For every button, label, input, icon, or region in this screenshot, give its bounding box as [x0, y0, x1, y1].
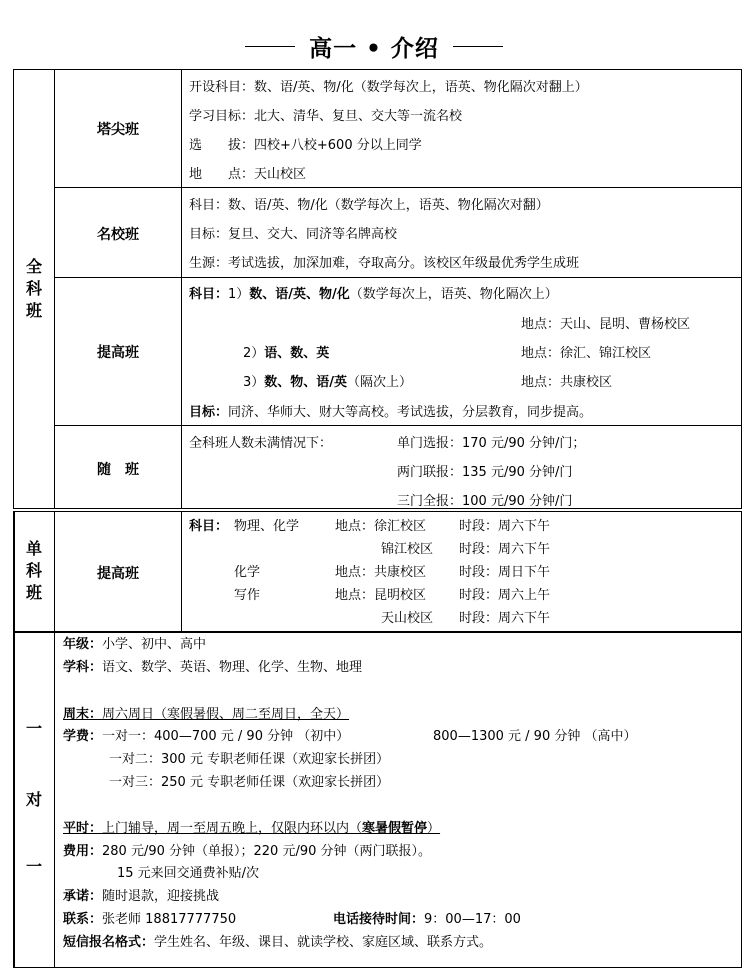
tigao-name: 提高班: [97, 345, 139, 361]
yidui-phone-time: 电话接待时间：9：00—17：00: [333, 912, 521, 927]
yidui-fee-3: 一对三：250 元 专职老师任课（欢迎家长拼团）: [109, 775, 390, 790]
danke-row-2-place: 锦江校区: [381, 542, 434, 557]
tajian-line-3: 选 拔：四校+八校+600 分以上同学: [189, 138, 422, 153]
tigao-option-2: 2）语、数、英: [243, 346, 330, 361]
yidui-transport: 15 元来回交通费补贴/次: [117, 866, 260, 881]
yidui-subject: 学科：语文、数学、英语、物理、化学、生物、地理: [63, 660, 363, 675]
yidui-contact: 联系：张老师 18817777750: [63, 912, 237, 927]
mingxiao-line-2: 目标：复旦、交大、同济等名牌高校: [189, 227, 398, 242]
tajian-line-4: 地 点：天山校区: [189, 167, 307, 182]
yidui-cost: 费用：280 元/90 分钟（单报）；220 元/90 分钟（两门联报）。: [63, 844, 432, 859]
yidui-weekend: 周末：周六周日（寒假暑假、周二至周日，全天）: [63, 707, 350, 722]
suiban-name: 随 班: [97, 462, 139, 478]
tajian-line-2: 学习目标：北大、清华、复旦、交大等一流名校: [189, 109, 463, 124]
page-title-text: 高一 • 介绍: [309, 35, 439, 62]
suiban-condition: 全科班人数未满情况下：: [189, 436, 333, 451]
danke-row-4-place: 地点：昆明校区: [335, 588, 427, 603]
danke-row-4-time: 时段：周六上午: [459, 588, 551, 603]
yidui-category-3: 一: [25, 857, 42, 876]
yidui-fee-2: 一对二：300 元 专职老师任课（欢迎家长拼团）: [109, 752, 390, 767]
yidui-category-1: 一: [25, 719, 42, 738]
danke-subj-label: 科目：: [189, 519, 229, 534]
suiban-price-1: 单门选报：170 元/90 分钟/门；: [397, 436, 586, 451]
danke-row-2-time: 时段：周六下午: [459, 542, 551, 557]
tigao-option-3: 3）数、物、语/英（隔次上）: [243, 375, 413, 390]
mingxiao-line-1: 科目：数、语/英、物/化（数学每次上，语英、物化隔次对翻）: [189, 198, 549, 213]
mingxiao-name: 名校班: [97, 227, 139, 243]
tajian-name: 塔尖班: [97, 122, 139, 138]
tigao-place-1: 地点：天山、昆明、曹杨校区: [521, 317, 691, 332]
danke-row-5-time: 时段：周六下午: [459, 611, 551, 626]
tajian-line-1: 开设科目：数、语/英、物/化（数学每次上，语英、物化隔次对翻上）: [189, 80, 588, 95]
quanke-category: 全 科 班: [25, 257, 42, 320]
danke-row-1-place: 地点：徐汇校区: [335, 519, 427, 534]
tigao-place-2: 地点：徐汇、锦江校区: [521, 346, 652, 361]
danke-row-5-place: 天山校区: [381, 611, 434, 626]
danke-row-3-time: 时段：周日下午: [459, 565, 551, 580]
yidui-weekday: 平时：上门辅导，周一至周五晚上，仅限内环以内（寒暑假暂停）: [63, 821, 441, 836]
yidui-grade: 年级：小学、初中、高中: [63, 637, 207, 652]
suiban-price-3: 三门全报：100 元/90 分钟/门: [397, 494, 573, 507]
yidui-promise: 承诺：随时退款，迎接挑战: [63, 889, 220, 904]
yidui-sms-format: 短信报名格式：学生姓名、年级、课目、就读学校、家庭区域、联系方式。: [63, 935, 493, 950]
suiban-price-2: 两门联报：135 元/90 分钟/门: [397, 465, 573, 480]
tigao-goal: 目标：同济、华师大、财大等高校。考试选拔，分层教育，同步提高。: [189, 405, 593, 420]
danke-category: 单 科 班: [25, 539, 42, 602]
mingxiao-line-3: 生源：考试选拔，加深加难，夺取高分。该校区年级最优秀学生成班: [189, 256, 580, 271]
yidui-fee-1: 学费：一对一：400—700 元 / 90 分钟 （初中）: [63, 729, 350, 744]
yidui-category-2: 对: [25, 790, 42, 809]
danke-name: 提高班: [97, 566, 139, 582]
tigao-option-1: 科目：1）数、语/英、物/化（数学每次上，语英、物化隔次上）: [189, 287, 558, 302]
danke-row-4-subject: 写作: [234, 588, 261, 603]
danke-row-1-subject: 物理、化学: [234, 519, 300, 534]
danke-row-3-subject: 化学: [234, 565, 261, 580]
danke-row-1-time: 时段：周六下午: [459, 519, 551, 534]
yidui-fee-1b: 800—1300 元 / 90 分钟 （高中）: [433, 729, 637, 744]
tigao-place-3: 地点：共康校区: [521, 375, 613, 390]
danke-row-3-place: 地点：共康校区: [335, 565, 427, 580]
